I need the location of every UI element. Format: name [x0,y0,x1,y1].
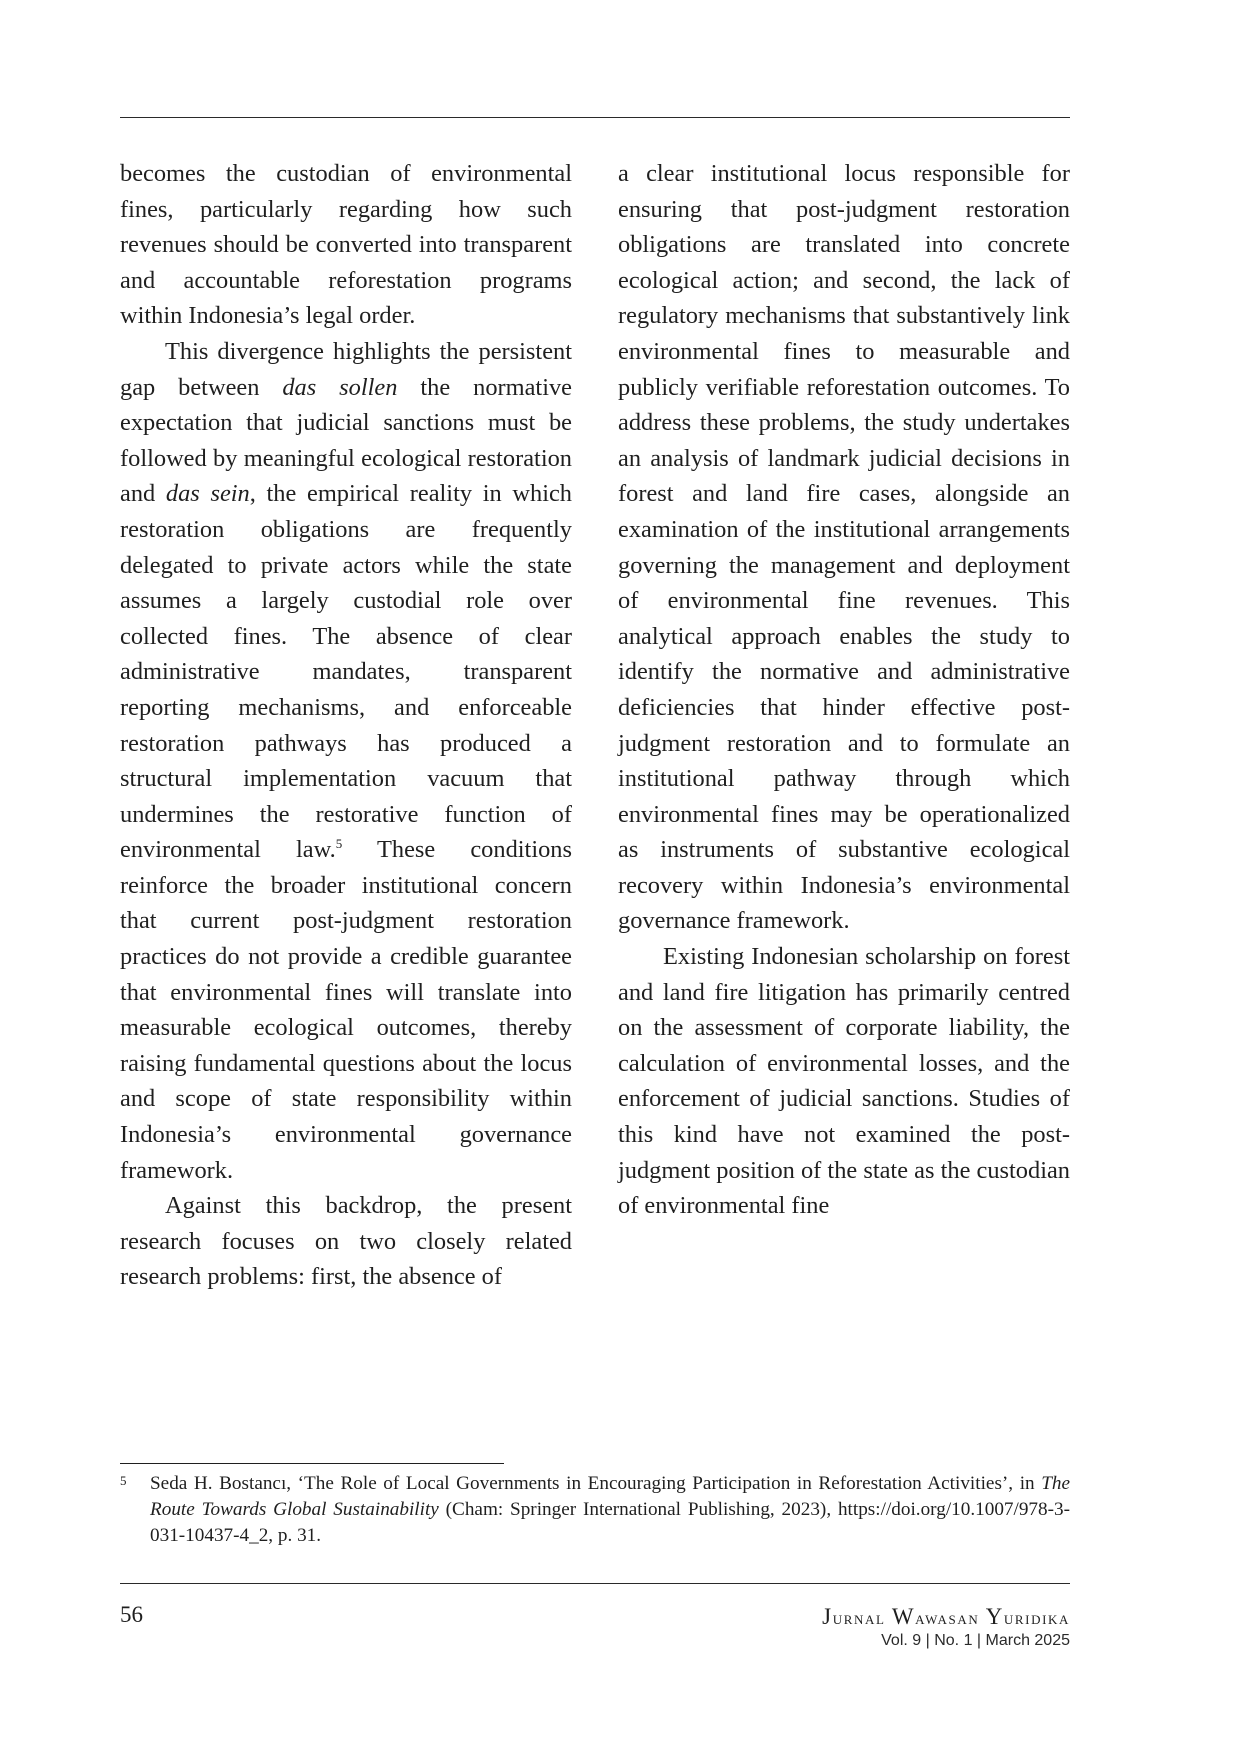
footnote-text [150,1471,1070,1549]
paragraph-text: These conditions reinforce the broader institutional concern that current post-judgment restoration practices do not provide a credible guarantee that environmental fines will translate into measurable ecological outcomes, thereby raising fundamental questions about the locus and scope of state responsibility within Indonesia’s environmental governance framework. [120,836,572,1184]
paragraph-text: This divergence highlights the persistent gap between [120,337,572,401]
footnote [120,1471,1070,1549]
journal-word: awasan [915,1608,980,1629]
footnote-reference[interactable]: 5 [335,836,343,852]
latin-term: das sollen [282,373,398,401]
book-title: The Route Towards Global Sustainability [150,1473,1070,1520]
paragraph: Existing Indonesian scholarship on forest and land fire litigation has primarily centred on the assessment of corporate liability, the calculation of environmental losses, and the enforcement of judicial sanctions. Studies of this kind have not examined the post-judgment position of the state as the custodian of environmental fine [618,943,1070,1220]
journal-initial: J [822,1604,833,1629]
journal-initial: Y [985,1604,1004,1629]
issue-info: Vol. 9 | No. 1 | March 2025 [881,1632,1070,1649]
journal-name [822,1604,1070,1630]
latin-term: das sein [165,480,250,508]
footer-rule [120,1583,1070,1584]
page-number: 56 [120,1602,143,1627]
paragraph: Against this backdrop, the present research focuses on two closely related research problems: first, the absence of [120,1192,572,1291]
journal-word: uridika [1003,1608,1070,1629]
paragraph: a clear institutional locus responsible for ensuring that post-judgment restoration obligations are translated into concrete ecological action; and second, the lack of regulatory mechanisms that substantively link environmental fines to measurable and publicly verifiable reforestation outcomes. To address these problems, the study undertakes an analysis of landmark judicial decisions in forest and land fire cases, alongside an examination of the institutional arrangements governing the management and deployment of environmental fine revenues. This analytical approach enables the study to identify the normative and administrative deficiencies that hinder effective post-judgment restoration and to formulate an institutional pathway through which environmental fines may be operationalized as instruments of substantive ecological recovery within Indonesia’s environmental governance framework. [618,160,1070,935]
header-rule [120,117,1070,118]
journal-initial: W [891,1604,916,1629]
paragraph-text: , the empirical reality in which restoration obligations are frequently delegated to private actors while the state assumes a largely custodial role over collected fines. The absence of clear administrative mandates, transparent reporting mechanisms, and enforceable restoration pathways has produced a structural implementation vacuum that undermines the restorative function of environmental law. [120,480,572,864]
footnote-rule [120,1463,504,1464]
footnote-citation: Seda H. Bostancı, ‘The Role of Local Governments in Encouraging Participation in Reforestation Activities’, in [150,1473,1042,1494]
paragraph-text: the normative expectation that judicial sanctions must be followed by meaningful ecological restoration and [120,373,573,508]
journal-word: urnal [832,1608,886,1629]
paragraph: becomes the custodian of environmental fines, particularly regarding how such revenues should be converted into transparent and accountable reforestation programs within Indonesia’s legal order. [120,160,572,330]
footnote-citation-doi[interactable]: (Cham: Springer International Publishing, 2023), https://doi.org/10.1007/978-3-031-10437-4_2, p. 31. [150,1499,1070,1546]
footnote-number: 5 [120,1473,127,1488]
paragraph [120,334,572,1188]
right-column [618,156,1070,1224]
left-column [120,156,572,1295]
